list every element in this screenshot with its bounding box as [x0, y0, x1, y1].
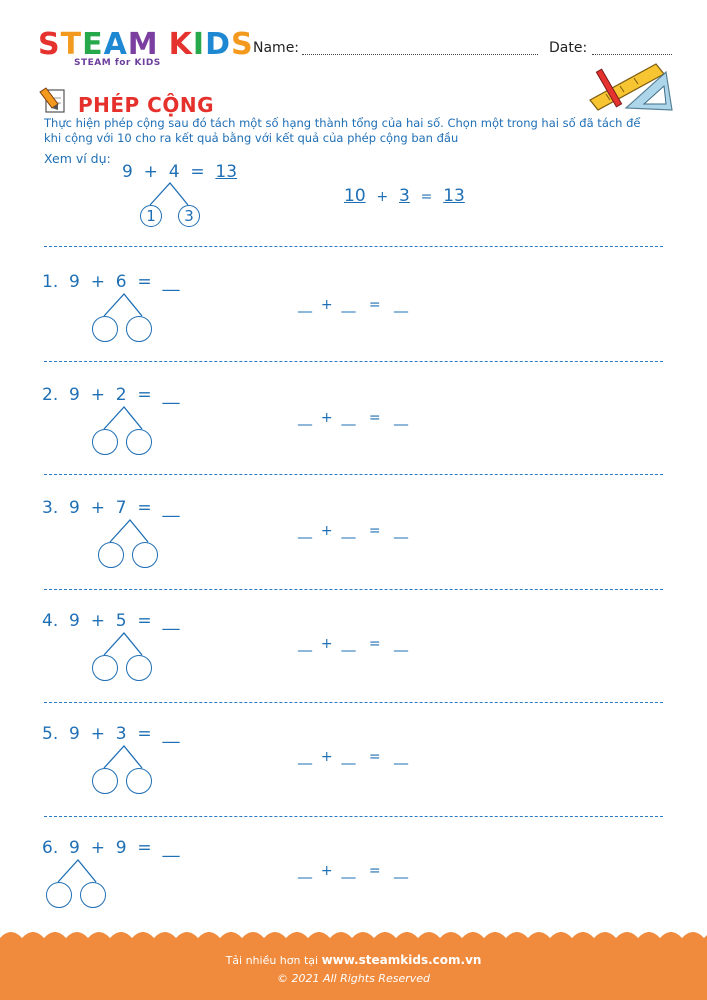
right-blank-a[interactable]: __	[298, 749, 312, 765]
problem-equals: =	[137, 724, 152, 744]
split-lines	[92, 405, 156, 431]
problem-b: 6	[115, 272, 127, 292]
date-label: Date:	[549, 40, 588, 56]
split-circle[interactable]	[92, 429, 118, 455]
split-circle[interactable]	[126, 429, 152, 455]
example-right-b: 3	[399, 186, 410, 206]
right-plus: +	[320, 523, 333, 539]
problem-equation	[42, 611, 179, 631]
problem-equals: =	[137, 498, 152, 518]
problem-right-equation	[298, 636, 408, 652]
problem-answer-blank[interactable]: __	[162, 498, 180, 518]
example-right-a: 10	[344, 186, 366, 206]
problem-plus: +	[90, 498, 105, 518]
split-circle[interactable]	[126, 316, 152, 342]
divider	[44, 816, 663, 817]
date-field[interactable]	[592, 53, 672, 55]
example-a: 9	[122, 162, 133, 182]
example-label: Xem ví dụ:	[44, 151, 111, 166]
split-circle[interactable]	[126, 768, 152, 794]
split-lines	[98, 518, 162, 544]
right-blank-result[interactable]: __	[394, 523, 408, 539]
example-plus: +	[143, 162, 158, 182]
example-right-equals: =	[420, 189, 433, 205]
example-result: 13	[215, 162, 238, 182]
right-blank-result[interactable]: __	[394, 410, 408, 426]
example-equation	[122, 162, 237, 182]
problem-equals: =	[137, 385, 152, 405]
problem-plus: +	[90, 272, 105, 292]
problem-b: 2	[115, 385, 127, 405]
example-split-lines	[140, 181, 196, 207]
split-circle[interactable]	[132, 542, 158, 568]
right-blank-a[interactable]: __	[298, 297, 312, 313]
right-blank-result[interactable]: __	[394, 863, 408, 879]
logo-letter: S	[38, 27, 61, 62]
right-blank-b[interactable]: __	[341, 749, 356, 765]
problem-right-equation	[298, 863, 408, 879]
problem-b: 3	[115, 724, 127, 744]
right-equals: =	[368, 297, 381, 313]
logo-letter: S	[230, 27, 254, 62]
split-circle[interactable]	[46, 882, 72, 908]
example-right-result: 13	[443, 186, 465, 206]
right-blank-b[interactable]: __	[341, 410, 356, 426]
problem-b: 9	[115, 838, 127, 858]
problem-equation	[42, 385, 179, 405]
example-right-plus: +	[376, 189, 389, 205]
divider	[44, 246, 663, 247]
logo-letter: I	[192, 27, 206, 62]
right-blank-a[interactable]: __	[298, 636, 312, 652]
problem-number: 1.	[42, 272, 59, 292]
right-plus: +	[320, 636, 333, 652]
page-title: PHÉP CỘNG	[78, 93, 215, 117]
logo-subtitle: STEAM for KIDS	[74, 58, 161, 68]
example-b: 4	[168, 162, 180, 182]
split-circle[interactable]	[92, 316, 118, 342]
footer-download-line	[0, 953, 707, 967]
example-split-circle: 3	[178, 205, 200, 227]
problem-plus: +	[90, 838, 105, 858]
split-circle[interactable]	[126, 655, 152, 681]
problem-right-equation	[298, 297, 408, 313]
divider	[44, 589, 663, 590]
footer-copyright: © 2021 All Rights Reserved	[276, 972, 430, 985]
problem-equation	[42, 724, 179, 744]
problem-a: 9	[69, 724, 80, 744]
right-plus: +	[320, 749, 333, 765]
logo-letter: M	[127, 27, 159, 62]
divider	[44, 474, 663, 475]
right-blank-b[interactable]: __	[341, 523, 356, 539]
right-equals: =	[368, 523, 381, 539]
right-blank-result[interactable]: __	[394, 297, 408, 313]
right-plus: +	[320, 410, 333, 426]
name-label: Name:	[253, 40, 300, 56]
problem-answer-blank[interactable]: __	[162, 385, 180, 405]
divider	[44, 702, 663, 703]
right-blank-b[interactable]: __	[341, 636, 356, 652]
example-equals: =	[190, 162, 205, 182]
problem-a: 9	[69, 838, 80, 858]
right-blank-b[interactable]: __	[341, 863, 356, 879]
right-equals: =	[368, 410, 381, 426]
right-blank-a[interactable]: __	[298, 863, 312, 879]
problem-a: 9	[69, 385, 80, 405]
name-field[interactable]	[302, 53, 538, 55]
right-equals: =	[368, 863, 381, 879]
split-circle[interactable]	[80, 882, 106, 908]
problem-answer-blank[interactable]: __	[162, 838, 180, 858]
right-plus: +	[320, 863, 333, 879]
logo-letter: K	[168, 27, 193, 62]
steam-kids-logo	[38, 27, 254, 62]
problem-number: 4.	[42, 611, 59, 631]
right-blank-b[interactable]: __	[341, 297, 356, 313]
problem-plus: +	[90, 385, 105, 405]
split-lines	[92, 744, 156, 770]
problem-equation	[42, 838, 179, 858]
problem-number: 5.	[42, 724, 59, 744]
logo-letter: D	[205, 27, 231, 62]
right-blank-result[interactable]: __	[394, 636, 408, 652]
problem-equals: =	[137, 838, 152, 858]
problem-a: 9	[69, 498, 80, 518]
problem-answer-blank[interactable]: __	[162, 724, 180, 744]
ruler-triangle-icon	[586, 60, 676, 115]
logo-letter: E	[82, 27, 104, 62]
split-lines	[46, 858, 110, 884]
problem-plus: +	[90, 724, 105, 744]
footer-prefix: Tải nhiều hơn tại	[225, 954, 319, 967]
logo-letter: A	[103, 27, 128, 62]
example-split-circle: 1	[140, 205, 162, 227]
footer-site-link[interactable]: www.steamkids.com.vn	[321, 953, 482, 967]
problem-b: 5	[115, 611, 127, 631]
right-plus: +	[320, 297, 333, 313]
problem-right-equation	[298, 523, 408, 539]
split-lines	[92, 631, 156, 657]
problem-b: 7	[115, 498, 127, 518]
problem-number: 2.	[42, 385, 59, 405]
split-lines	[92, 292, 156, 318]
problem-number: 3.	[42, 498, 59, 518]
example-right-equation	[344, 186, 465, 206]
problem-equation	[42, 272, 179, 292]
problem-answer-blank[interactable]: __	[162, 611, 180, 631]
problem-equals: =	[137, 272, 152, 292]
problem-number: 6.	[42, 838, 59, 858]
split-circle[interactable]	[92, 655, 118, 681]
footer	[0, 940, 707, 1000]
problem-right-equation	[298, 410, 408, 426]
problem-equals: =	[137, 611, 152, 631]
problem-plus: +	[90, 611, 105, 631]
problem-a: 9	[69, 272, 80, 292]
right-equals: =	[368, 749, 381, 765]
divider	[44, 361, 663, 362]
logo-letter: T	[60, 27, 83, 62]
right-blank-a[interactable]: __	[298, 410, 312, 426]
problem-answer-blank[interactable]: __	[162, 272, 180, 292]
right-equals: =	[368, 636, 381, 652]
right-blank-a[interactable]: __	[298, 523, 312, 539]
instructions: Thực hiện phép cộng sau đó tách một số hạng thành tổng của hai số. Chọn một trong hai số đã tách để khi cộng với 10 cho ra kết quả bằng với kết quả của phép cộng ban đầu	[44, 116, 641, 145]
split-circle[interactable]	[98, 542, 124, 568]
pencil-paper-icon	[38, 86, 68, 114]
right-blank-result[interactable]: __	[394, 749, 408, 765]
problem-a: 9	[69, 611, 80, 631]
problem-equation	[42, 498, 179, 518]
problem-right-equation	[298, 749, 408, 765]
split-circle[interactable]	[92, 768, 118, 794]
